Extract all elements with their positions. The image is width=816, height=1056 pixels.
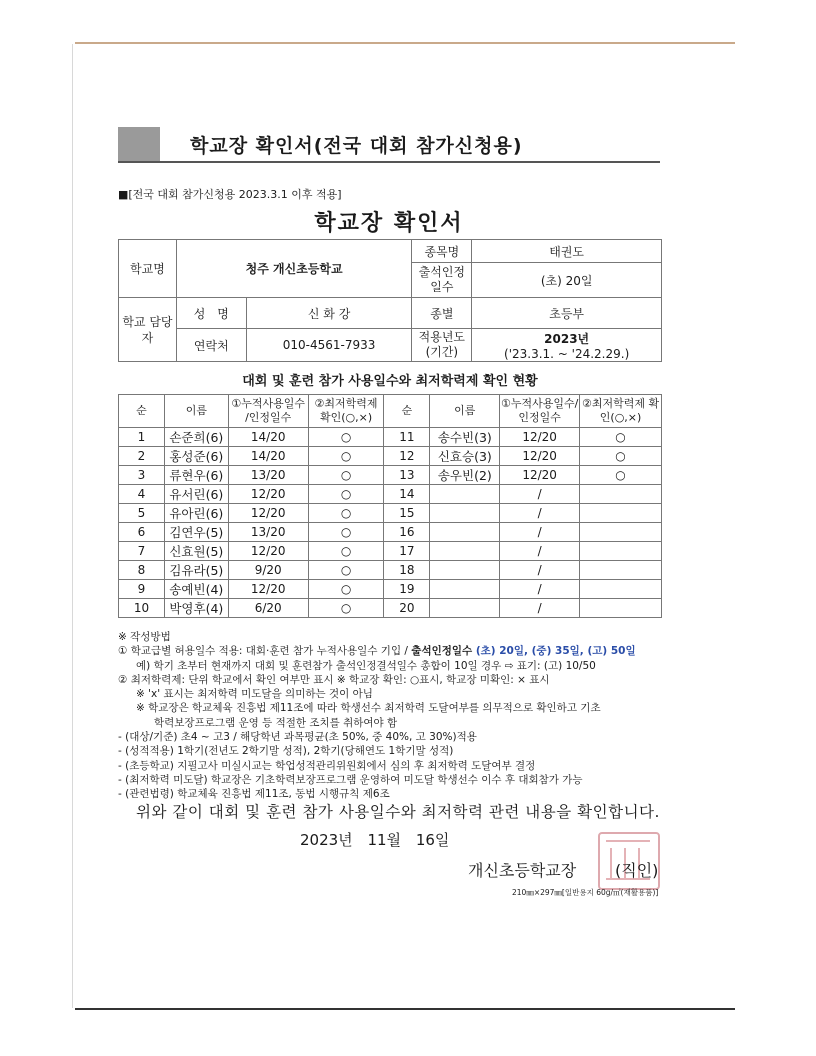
note-2c: 학력보장프로그램 운영 등 적절한 조치를 취하여야 함 xyxy=(154,716,398,729)
athlete-check-2 xyxy=(580,599,662,618)
athlete-name: 송예빈(4) xyxy=(164,580,228,599)
athlete-no: 4 xyxy=(119,485,165,504)
athlete-no: 9 xyxy=(119,580,165,599)
athlete-no: 8 xyxy=(119,561,165,580)
note-4: - (성적적용) 1학기(전년도 2학기말 성적), 2학기(당해연도 1학기말 성적) xyxy=(118,745,454,758)
contact-label: 연락처 xyxy=(176,329,246,362)
athlete-name-2 xyxy=(430,580,500,599)
header-no: 순 xyxy=(119,395,165,428)
note-1 xyxy=(118,644,678,658)
athlete-check: ○ xyxy=(308,580,384,599)
note-1-middle: (중) 35일 xyxy=(531,645,580,658)
athlete-name-2: 송수빈(3) xyxy=(430,428,500,447)
header-name: 이름 xyxy=(164,395,228,428)
athlete-no: 6 xyxy=(119,523,165,542)
athlete-name-2: 송우빈(2) xyxy=(430,466,500,485)
note-2a: ※ 'x' 표시는 최저학력 미도달을 의미하는 것이 아님 xyxy=(136,688,373,701)
date-day: 16일 xyxy=(415,831,450,849)
athlete-check: ○ xyxy=(308,599,384,618)
athlete-check: ○ xyxy=(308,561,384,580)
athlete-check: ○ xyxy=(308,466,384,485)
athlete-check-2 xyxy=(580,580,662,599)
athlete-days: 9/20 xyxy=(228,561,308,580)
athlete-row xyxy=(119,485,662,504)
athlete-no-2: 17 xyxy=(384,542,430,561)
athlete-days-2: / xyxy=(500,485,580,504)
manager-label: 학교 담당자 xyxy=(119,298,177,362)
athlete-no: 5 xyxy=(119,504,165,523)
athlete-name: 박영후(4) xyxy=(164,599,228,618)
athlete-no-2: 13 xyxy=(384,466,430,485)
name-label: 성 명 xyxy=(176,298,246,329)
athlete-days: 12/20 xyxy=(228,542,308,561)
athlete-check: ○ xyxy=(308,428,384,447)
athlete-check-2: ○ xyxy=(580,428,662,447)
athlete-name-2 xyxy=(430,561,500,580)
athlete-name: 류현우(6) xyxy=(164,466,228,485)
principal-name: 개신초등학교장 xyxy=(468,861,577,880)
attendance-value: (초) 20일 xyxy=(472,263,662,298)
note-1-text: ① 학교급별 허용일수 적용: 대회·훈련 참가 누적사용일수 기입 / xyxy=(118,645,412,658)
note-1-sep1: , xyxy=(523,645,532,658)
period-value: ('23.3.1. ~ '24.2.29.) xyxy=(504,346,630,361)
athlete-days-2: 12/20 xyxy=(500,428,580,447)
athlete-name-2 xyxy=(430,542,500,561)
athlete-no: 7 xyxy=(119,542,165,561)
athlete-name: 유아린(6) xyxy=(164,504,228,523)
school-value: 청주 개신초등학교 xyxy=(176,240,412,298)
contact-value: 010-4561-7933 xyxy=(246,329,412,362)
athlete-check: ○ xyxy=(308,542,384,561)
note-1-sep2: , xyxy=(579,645,588,658)
note-2: ② 최저학력제: 단위 학교에서 확인 여부만 표시 ※ 학교장 확인: ○표시, 학교장 미확인: × 표시 xyxy=(118,673,550,686)
athlete-days: 12/20 xyxy=(228,485,308,504)
name-value: 신 화 강 xyxy=(246,298,412,329)
athlete-no-2: 18 xyxy=(384,561,430,580)
header-check-2: ②최저학력제 확인(○,×) xyxy=(580,395,662,428)
athlete-no: 2 xyxy=(119,447,165,466)
athlete-days: 12/20 xyxy=(228,580,308,599)
athlete-days-2: 12/20 xyxy=(500,466,580,485)
top-border xyxy=(75,42,735,44)
athlete-days: 6/20 xyxy=(228,599,308,618)
note-1-elementary: (초) 20일 xyxy=(475,645,524,658)
note-6: - (최저학력 미도달) 학교장은 기초학력보장프로그램 운영하여 미도달 학생선수 이수 후 대회참가 가능 xyxy=(118,773,583,786)
athlete-name: 김연우(5) xyxy=(164,523,228,542)
banner-title: 학교장 확인서(전국 대회 참가신청용) xyxy=(190,135,523,157)
athlete-name-2 xyxy=(430,599,500,618)
notes-heading: ※ 작성방법 xyxy=(118,631,171,643)
athlete-days: 14/20 xyxy=(228,428,308,447)
athlete-name: 손준희(6) xyxy=(164,428,228,447)
athlete-check-2 xyxy=(580,504,662,523)
athlete-days-2: / xyxy=(500,542,580,561)
athlete-row xyxy=(119,599,662,618)
athlete-no: 10 xyxy=(119,599,165,618)
banner-marker xyxy=(118,127,160,163)
event-value: 태권도 xyxy=(472,240,662,263)
athlete-days-2: 12/20 xyxy=(500,447,580,466)
athlete-check-2 xyxy=(580,542,662,561)
subheader: ■[전국 대회 참가신청용 2023.3.1 이후 적용] xyxy=(118,188,342,201)
athlete-days: 12/20 xyxy=(228,504,308,523)
athlete-no-2: 20 xyxy=(384,599,430,618)
year-cell xyxy=(472,329,662,362)
athlete-days: 13/20 xyxy=(228,466,308,485)
banner-underline xyxy=(118,161,660,163)
athlete-name: 김유라(5) xyxy=(164,561,228,580)
athlete-check-2 xyxy=(580,561,662,580)
athlete-row xyxy=(119,466,662,485)
note-3: - (대상/기준) 초4 ~ 고3 / 해당학년 과목평균(초 50%, 중 40%, 고 30%)적용 xyxy=(118,731,477,744)
athlete-no-2: 12 xyxy=(384,447,430,466)
header-days: ①누적사용일수 /인정일수 xyxy=(228,395,308,428)
athlete-days-2: / xyxy=(500,504,580,523)
athlete-check-2: ○ xyxy=(580,447,662,466)
date-month: 11월 xyxy=(367,831,402,849)
athlete-name-2: 신효승(3) xyxy=(430,447,500,466)
athlete-days-2: / xyxy=(500,599,580,618)
bottom-border xyxy=(75,1008,735,1010)
athlete-name: 홍성준(6) xyxy=(164,447,228,466)
banner xyxy=(118,127,660,163)
notes xyxy=(118,630,678,802)
note-5: - (초등학교) 지필고사 미실시교는 학업성적관리위원회에서 심의 후 최저학력 도달여부 결정 xyxy=(118,759,536,772)
athlete-check: ○ xyxy=(308,485,384,504)
athlete-check-2 xyxy=(580,523,662,542)
athlete-no-2: 11 xyxy=(384,428,430,447)
note-7: - (관련법령) 학교체육 진흥법 제11조, 동법 시행규칙 제6조 xyxy=(118,788,390,801)
athlete-check-2: ○ xyxy=(580,466,662,485)
athlete-days-2: / xyxy=(500,580,580,599)
note-1-high: (고) 50일 xyxy=(587,645,636,658)
signature-date xyxy=(300,829,449,850)
type-label: 종별 xyxy=(412,298,472,329)
year-value: 2023년 xyxy=(544,331,590,346)
athlete-name-2 xyxy=(430,485,500,504)
year-label: 적용년도 (기간) xyxy=(412,329,472,362)
note-2b: ※ 학교장은 학교체육 진흥법 제11조에 따라 학생선수 최저학력 도달여부를 의무적으로 확인하고 기초 xyxy=(136,702,601,715)
header-days-2: ①누적사용일수/ 인정일수 xyxy=(500,395,580,428)
note-1-attendance: 출석인정일수 xyxy=(411,645,476,658)
athlete-no-2: 14 xyxy=(384,485,430,504)
athlete-days: 13/20 xyxy=(228,523,308,542)
athlete-header-row xyxy=(119,395,662,428)
seal-label: (직인) xyxy=(615,861,659,880)
athlete-row xyxy=(119,542,662,561)
paper-spec: 210㎜×297㎜[일반용지 60g/㎡(재활용품)] xyxy=(512,888,659,897)
school-label: 학교명 xyxy=(119,240,177,298)
event-label: 종목명 xyxy=(412,240,472,263)
header-check: ②최저학력제 확인(○,×) xyxy=(308,395,384,428)
athlete-name: 유서린(6) xyxy=(164,485,228,504)
athlete-no: 3 xyxy=(119,466,165,485)
athlete-check-2 xyxy=(580,485,662,504)
athlete-check: ○ xyxy=(308,504,384,523)
athlete-no-2: 16 xyxy=(384,523,430,542)
document-title: 학교장 확인서 xyxy=(314,211,464,236)
info-table xyxy=(118,239,662,362)
header-name-2: 이름 xyxy=(430,395,500,428)
left-margin-line xyxy=(72,44,73,1008)
section-title: 대회 및 훈련 참가 사용일수와 최저학력제 확인 현황 xyxy=(242,374,538,389)
athlete-days: 14/20 xyxy=(228,447,308,466)
athlete-row xyxy=(119,428,662,447)
athlete-no-2: 19 xyxy=(384,580,430,599)
athlete-row xyxy=(119,580,662,599)
athlete-row xyxy=(119,561,662,580)
athlete-name-2 xyxy=(430,504,500,523)
athlete-name-2 xyxy=(430,523,500,542)
athlete-days-2: / xyxy=(500,523,580,542)
athlete-name: 신효원(5) xyxy=(164,542,228,561)
athlete-row xyxy=(119,504,662,523)
confirm-statement: 위와 같이 대회 및 훈련 참가 사용일수와 최저학력 관련 내용을 확인합니다. xyxy=(136,803,660,821)
type-value: 초등부 xyxy=(472,298,662,329)
athlete-days-2: / xyxy=(500,561,580,580)
athlete-no: 1 xyxy=(119,428,165,447)
athlete-row xyxy=(119,523,662,542)
athlete-check: ○ xyxy=(308,523,384,542)
attendance-label: 출석인정 일수 xyxy=(412,263,472,298)
note-1-example: 예) 학기 초부터 현재까지 대회 및 훈련참가 출석인정결석일수 총합이 10일 경우 ⇨ 표기: (고) 10/50 xyxy=(136,659,596,672)
header-no-2: 순 xyxy=(384,395,430,428)
athlete-row xyxy=(119,447,662,466)
athlete-check: ○ xyxy=(308,447,384,466)
athlete-table xyxy=(118,394,662,618)
athlete-no-2: 15 xyxy=(384,504,430,523)
date-year: 2023년 xyxy=(300,831,353,849)
